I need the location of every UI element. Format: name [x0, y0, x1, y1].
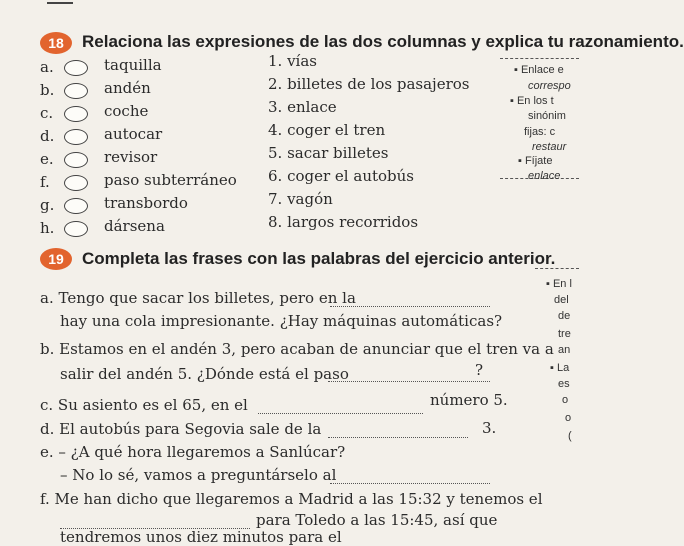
side-note-text: o [565, 412, 572, 424]
answer-oval[interactable] [64, 198, 88, 214]
right-item: 7. vagón [268, 190, 333, 208]
side-note-text: sinónim [528, 110, 566, 122]
exercise-18-instruction: Relaciona las expresiones de las dos columnas y explica tu razonamiento. [82, 32, 684, 51]
side-note-text: ▪ Enlace e [514, 64, 564, 76]
side-note-text: tre [558, 328, 571, 340]
side-note-text: correspo [528, 80, 571, 92]
sentence-a-line-1: a. Tengo que sacar los billetes, pero en la [40, 289, 356, 307]
answer-oval[interactable] [64, 152, 88, 168]
top-header-fragment [47, 0, 73, 4]
answer-oval[interactable] [64, 60, 88, 76]
side-box-18-top [500, 58, 579, 59]
side-note-text: restaur [532, 141, 567, 153]
side-note-text: ▪ La [550, 362, 570, 374]
side-note-text: ▪ En los t [510, 95, 554, 107]
sentence-c: c. Su asiento es el 65, en el [40, 396, 248, 414]
answer-oval[interactable] [64, 129, 88, 145]
left-item-word: andén [104, 79, 151, 97]
blank-d[interactable] [328, 436, 468, 438]
blank-a[interactable] [330, 305, 490, 307]
side-box-19-top [535, 268, 579, 269]
answer-oval[interactable] [64, 106, 88, 122]
side-note-text: an [558, 344, 571, 356]
left-item-word: revisor [104, 148, 158, 166]
sentence-e-line-2: – No lo sé, vamos a preguntárselo al [60, 466, 337, 484]
answer-oval[interactable] [64, 83, 88, 99]
right-item: 8. largos recorridos [268, 213, 419, 231]
side-note-text: ( [568, 430, 572, 442]
right-item: 6. coger el autobús [268, 167, 414, 185]
side-note-text: fijas: c [524, 126, 556, 138]
side-note-text: de [558, 310, 571, 322]
side-note-text: o [562, 394, 569, 406]
sentence-f-line-1: f. Me han dicho que llegaremos a Madrid a las 15:32 y tenemos el [40, 490, 543, 508]
exercise-18-badge: 18 [40, 32, 72, 54]
left-item-letter: c. [40, 104, 54, 122]
side-note-text: del [554, 294, 569, 306]
left-item-letter: f. [40, 173, 50, 191]
left-item-letter: e. [40, 150, 54, 168]
sentence-d: d. El autobús para Segovia sale de la [40, 420, 322, 438]
left-item-letter: a. [40, 58, 54, 76]
sentence-f-line-2: para Toledo a las 15:45, así que [256, 511, 498, 529]
side-note-text: ▪ Fíjate [518, 155, 553, 167]
sentence-d-end: 3. [482, 419, 497, 437]
right-item: 2. billetes de los pasajeros [268, 75, 470, 93]
exercise-19-badge: 19 [40, 248, 72, 270]
sentence-f-line-3: tendremos unos diez minutos para el [60, 528, 342, 546]
left-item-letter: g. [40, 196, 55, 214]
left-item-word: paso subterráneo [104, 171, 237, 189]
side-note-text: ▪ En l [546, 278, 572, 290]
side-note-text: es [558, 378, 570, 390]
side-note-text: enlace [528, 170, 561, 182]
left-item-word: dársena [104, 217, 165, 235]
sentence-b-question-mark: ? [475, 361, 484, 379]
blank-c[interactable] [258, 412, 423, 414]
left-item-letter: h. [40, 219, 55, 237]
sentence-e-line-1: e. – ¿A qué hora llegaremos a Sanlúcar? [40, 443, 346, 461]
right-item: 5. sacar billetes [268, 144, 389, 162]
left-item-letter: d. [40, 127, 55, 145]
right-item: 3. enlace [268, 98, 337, 116]
left-item-letter: b. [40, 81, 55, 99]
left-item-word: coche [104, 102, 149, 120]
right-item: 1. vías [268, 52, 317, 70]
left-item-word: autocar [104, 125, 163, 143]
sentence-c-end: número 5. [430, 391, 508, 409]
sentence-a-line-2: hay una cola impresionante. ¿Hay máquinas automáticas? [60, 312, 503, 330]
sentence-b-line-1: b. Estamos en el andén 3, pero acaban de anunciar que el tren va a [40, 340, 554, 358]
exercise-19-instruction: Completa las frases con las palabras del ejercicio anterior. [82, 249, 556, 268]
blank-e[interactable] [330, 482, 490, 484]
answer-oval[interactable] [64, 221, 88, 237]
left-item-word: transbordo [104, 194, 188, 212]
right-item: 4. coger el tren [268, 121, 386, 139]
sentence-b-line-2: salir del andén 5. ¿Dónde está el paso [60, 365, 349, 383]
blank-b[interactable] [328, 380, 490, 382]
left-item-word: taquilla [104, 56, 162, 74]
answer-oval[interactable] [64, 175, 88, 191]
